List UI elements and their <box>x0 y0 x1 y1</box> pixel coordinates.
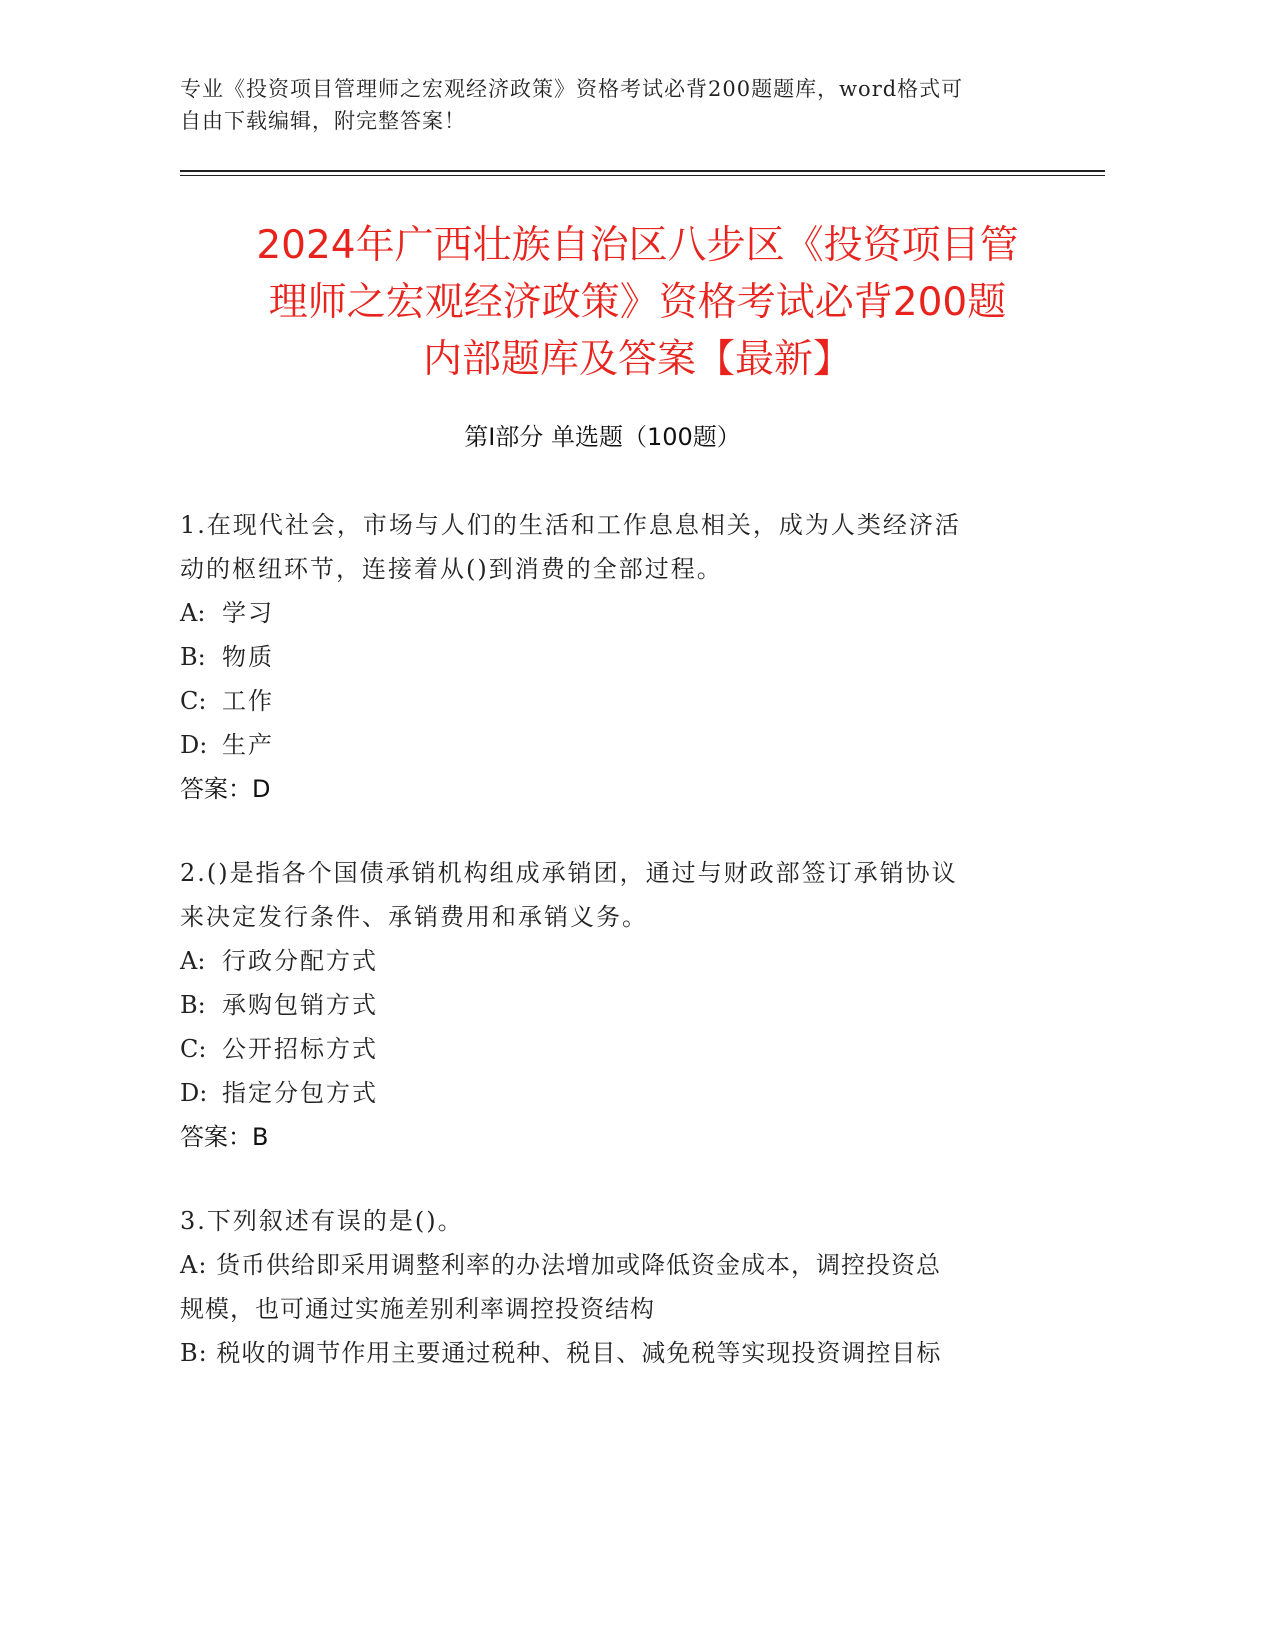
option-text: 生产 <box>222 731 274 759</box>
option-c <box>180 1027 1040 1071</box>
option-key: B: <box>180 643 206 671</box>
option-key: A: <box>180 599 206 627</box>
option-a: A: 货币供给即采用调整利率的办法增加或降低资金成本，调控投资总 <box>180 1251 942 1279</box>
question-2 <box>180 851 1040 1159</box>
header-note-line: 自由下载编辑，附完整答案！ <box>180 109 466 133</box>
header-note-line: 专业《投资项目管理师之宏观经济政策》资格考试必背200题题库，word格式可 <box>180 77 964 101</box>
question-3 <box>180 1199 1050 1375</box>
option-c <box>180 679 1040 723</box>
option-key: C: <box>180 687 207 715</box>
answer-line: 答案：D <box>180 775 271 803</box>
question-1 <box>180 503 1040 811</box>
title-line: 2024年广西壮族自治区八步区《投资项目管 <box>256 223 1019 268</box>
option-b <box>180 983 1040 1027</box>
question-stem: 3.下列叙述有误的是()。 <box>180 1207 464 1235</box>
option-key: B: <box>180 991 206 1019</box>
option-text: 学习 <box>222 599 274 627</box>
question-stem: 1.在现代社会，市场与人们的生活和工作息息相关，成为人类经济活 <box>180 511 961 539</box>
question-stem: 2.()是指各个国债承销机构组成承销团，通过与财政部签订承销协议 <box>180 859 958 887</box>
title-line: 内部题库及答案【最新】 <box>422 337 852 382</box>
section-title: 第I部分 单选题（100题） <box>464 423 741 451</box>
question-stem: 来决定发行条件、承销费用和承销义务。 <box>180 903 648 931</box>
header-divider <box>180 170 1105 172</box>
option-text: 承购包销方式 <box>222 991 378 1019</box>
option-d <box>180 723 1040 767</box>
option-a-continued: 规模，也可通过实施差别利率调控投资结构 <box>180 1295 655 1323</box>
option-b <box>180 635 1040 679</box>
option-text: 物质 <box>222 643 274 671</box>
option-key: A: <box>180 947 206 975</box>
option-b: B: 税收的调节作用主要通过税种、税目、减免税等实现投资调控目标 <box>180 1339 942 1367</box>
header-note <box>180 73 1060 137</box>
title-line: 理师之宏观经济政策》资格考试必背200题 <box>268 280 1007 325</box>
option-text: 指定分包方式 <box>222 1079 378 1107</box>
option-key: C: <box>180 1035 207 1063</box>
option-text: 行政分配方式 <box>222 947 378 975</box>
option-a <box>180 939 1040 983</box>
option-a <box>180 591 1040 635</box>
header-divider-thin <box>180 175 1105 176</box>
option-key: D: <box>180 1079 208 1107</box>
answer-line: 答案：B <box>180 1123 269 1151</box>
document-title <box>170 217 1105 388</box>
question-stem: 动的枢纽环节，连接着从()到消费的全部过程。 <box>180 555 723 583</box>
option-text: 公开招标方式 <box>222 1035 378 1063</box>
option-text: 工作 <box>222 687 274 715</box>
option-d <box>180 1071 1040 1115</box>
option-key: D: <box>180 731 208 759</box>
